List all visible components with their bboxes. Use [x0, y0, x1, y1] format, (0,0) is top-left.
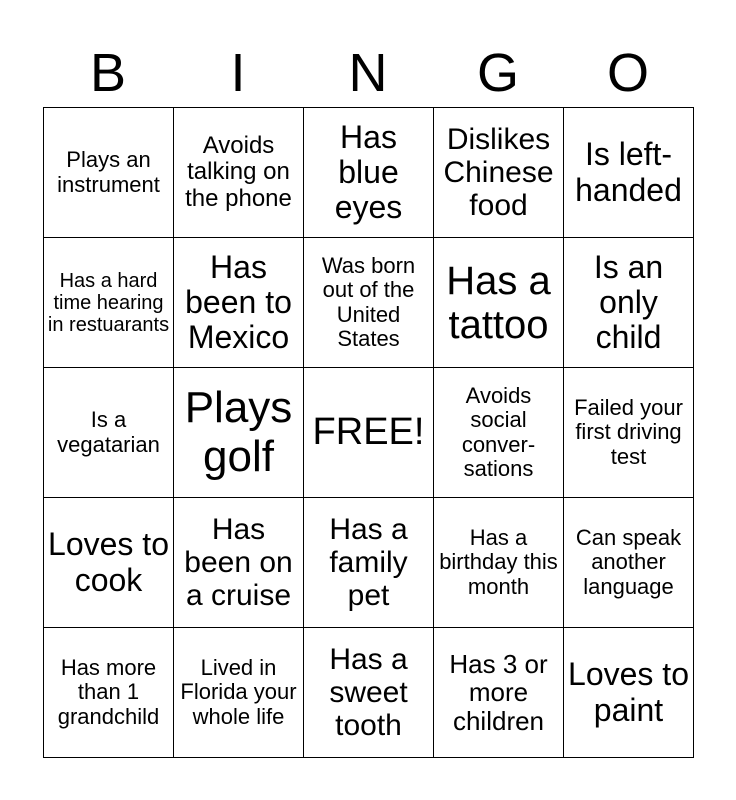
bingo-cell[interactable]: Dislikes Chinese food	[434, 108, 564, 238]
bingo-cell[interactable]: Has been on a cruise	[174, 498, 304, 628]
bingo-cell[interactable]: Is an only child	[564, 238, 694, 368]
bingo-cell[interactable]: Has been to Mexico	[174, 238, 304, 368]
board-row-4	[44, 498, 694, 628]
board-row-2	[44, 238, 694, 368]
board-row-1	[44, 108, 694, 238]
bingo-board	[43, 107, 694, 758]
bingo-cell[interactable]: Can speak another language	[564, 498, 694, 628]
bingo-cell[interactable]: Plays an instrument	[44, 108, 174, 238]
bingo-cell[interactable]: Avoids talking on the phone	[174, 108, 304, 238]
bingo-cell[interactable]: Loves to paint	[564, 628, 694, 758]
free-space-cell[interactable]: FREE!	[304, 368, 434, 498]
bingo-cell[interactable]: Has a family pet	[304, 498, 434, 628]
board-row-3	[44, 368, 694, 498]
header-letter-i: I	[230, 43, 246, 103]
bingo-cell[interactable]: Was born out of the United States	[304, 238, 434, 368]
bingo-cell[interactable]: Has blue eyes	[304, 108, 434, 238]
bingo-cell[interactable]: Plays golf	[174, 368, 304, 498]
bingo-cell[interactable]: Has 3 or more children	[434, 628, 564, 758]
bingo-cell[interactable]: Has more than 1 grandchild	[44, 628, 174, 758]
bingo-cell[interactable]: Has a tattoo	[434, 238, 564, 368]
bingo-cell[interactable]: Lived in Florida your whole life	[174, 628, 304, 758]
header-letter-n: N	[348, 43, 388, 103]
bingo-cell[interactable]: Has a hard time hearing in restuarants	[44, 238, 174, 368]
bingo-cell[interactable]: Loves to cook	[44, 498, 174, 628]
bingo-cell[interactable]: Avoids social conver-sations	[434, 368, 564, 498]
board-row-5	[44, 628, 694, 758]
header-letter-o: O	[606, 43, 649, 103]
header-letter-g: G	[476, 43, 519, 103]
bingo-cell[interactable]: Is a vegatarian	[44, 368, 174, 498]
bingo-header	[43, 42, 693, 104]
bingo-cell[interactable]: Is left-handed	[564, 108, 694, 238]
bingo-cell[interactable]: Has a sweet tooth	[304, 628, 434, 758]
bingo-cell[interactable]: Failed your first driving test	[564, 368, 694, 498]
bingo-cell[interactable]: Has a birthday this month	[434, 498, 564, 628]
header-letter-b: B	[89, 43, 127, 103]
